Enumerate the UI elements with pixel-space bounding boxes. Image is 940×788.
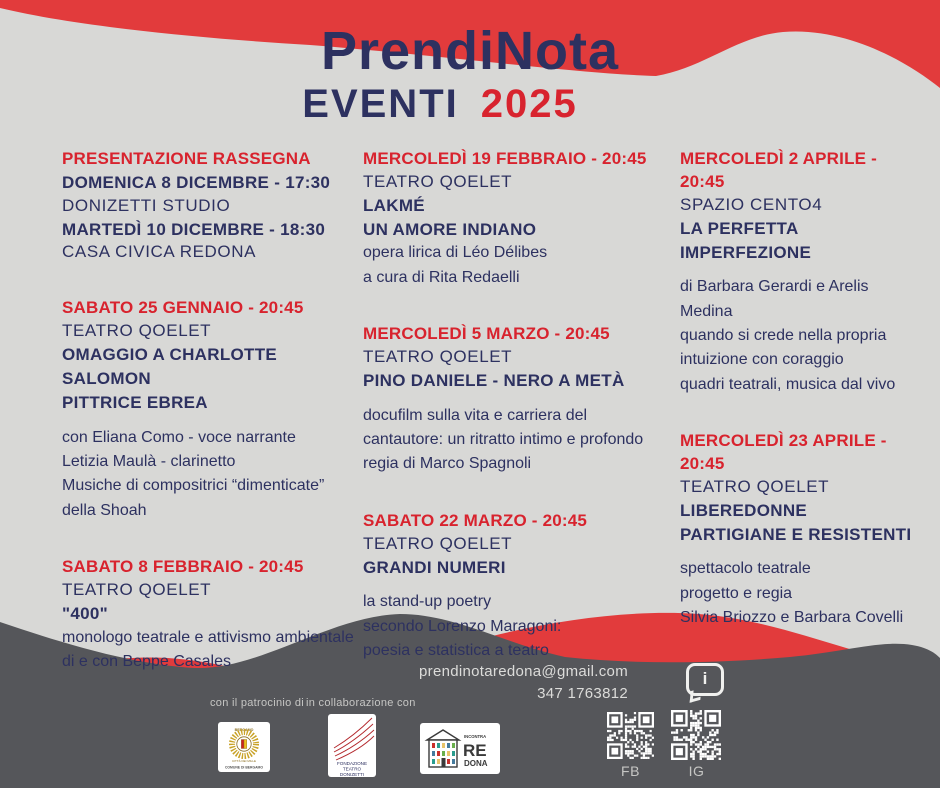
event-title: UN AMORE INDIANO bbox=[363, 219, 537, 239]
event-desc: Musiche di compositrici “dimenticate” della Shoah bbox=[62, 477, 325, 519]
event-title: PARTIGIANE E RESISTENTI bbox=[680, 524, 912, 544]
event-date: MERCOLEDÌ 2 APRILE - 20:45 bbox=[680, 149, 877, 191]
instagram-qr-label: IG bbox=[688, 763, 705, 779]
svg-text:TEATRO: TEATRO bbox=[342, 766, 362, 772]
svg-text:RE: RE bbox=[463, 741, 487, 760]
event-desc: Silvia Briozzo e Barbara Covelli bbox=[680, 609, 904, 626]
event-block bbox=[62, 297, 356, 523]
event-desc: opera lirica di Léo Délibes bbox=[363, 244, 548, 262]
page-subtitle bbox=[0, 82, 910, 127]
event-block bbox=[363, 323, 667, 477]
donizetti-curves-icon bbox=[328, 714, 376, 777]
event-desc: quando si crede nella propria intuizione con coraggio bbox=[680, 327, 887, 369]
event-venue: TEATRO QOELET bbox=[680, 476, 830, 496]
event-desc: a cura di Rita Redaelli bbox=[363, 268, 520, 286]
event-desc: di e con Beppe Casales bbox=[62, 652, 231, 670]
event-date: SABATO 8 FEBBRAIO - 20:45 bbox=[62, 556, 304, 576]
event-title: DOMENICA 8 DICEMBRE - 17:30 bbox=[62, 172, 331, 192]
event-venue: TEATRO QOELET bbox=[62, 321, 212, 341]
event-venue: TEATRO QOELET bbox=[363, 171, 513, 191]
event-desc: Letizia Maulà - clarinetto bbox=[62, 452, 236, 470]
event-block bbox=[680, 148, 920, 397]
contact-phone: 347 1763812 bbox=[537, 684, 628, 702]
comune-di-bergamo-logo bbox=[218, 722, 270, 772]
event-date: SABATO 25 GENNAIO - 20:45 bbox=[62, 298, 304, 318]
event-title: "400" bbox=[62, 603, 108, 623]
event-title: GRANDI NUMERI bbox=[363, 557, 506, 577]
facebook-qr-code bbox=[607, 712, 654, 759]
page-title: PrendiNota bbox=[320, 21, 620, 81]
events-column-3 bbox=[680, 148, 920, 663]
svg-text:CITTÀ DEI MILLE: CITTÀ DEI MILLE bbox=[231, 759, 257, 763]
event-desc: la stand-up poetry bbox=[363, 593, 492, 611]
subtitle-year: 2025 bbox=[480, 82, 578, 126]
event-desc: con Eliana Como - voce narrante bbox=[62, 428, 296, 446]
event-venue: DONIZETTI STUDIO bbox=[62, 195, 231, 215]
event-venue: SPAZIO CENTO4 bbox=[680, 194, 823, 214]
events-column-1 bbox=[62, 148, 356, 707]
contact-block bbox=[419, 661, 628, 705]
fondazione-teatro-donizetti-logo bbox=[328, 714, 376, 777]
facebook-qr-label: FB bbox=[621, 763, 640, 779]
event-venue: TEATRO QOELET bbox=[363, 533, 513, 553]
event-date: MERCOLEDÌ 23 APRILE - 20:45 bbox=[680, 430, 887, 473]
event-title: LAKMÉ bbox=[363, 195, 425, 215]
event-title: PITTRICE EBREA bbox=[62, 392, 208, 412]
svg-text:DONA: DONA bbox=[464, 759, 488, 768]
event-block bbox=[363, 510, 667, 664]
subtitle-word: EVENTI bbox=[302, 82, 459, 126]
event-desc: monologo teatrale e attivismo ambientale bbox=[62, 628, 354, 646]
svg-text:INCONTRA: INCONTRA bbox=[464, 734, 487, 739]
event-title: PINO DANIELE - NERO A METÀ bbox=[363, 370, 625, 390]
event-title: OMAGGIO A CHARLOTTE SALOMON bbox=[62, 345, 278, 389]
instagram-qr-code bbox=[671, 710, 721, 760]
svg-text:FONDAZIONE: FONDAZIONE bbox=[336, 761, 368, 766]
contact-email: prendinotaredona@gmail.com bbox=[419, 663, 628, 680]
event-desc: docufilm sulla vita e carriera del cantautore: un ritratto intimo e profondo bbox=[363, 406, 644, 449]
event-block bbox=[62, 556, 356, 674]
event-title: LA PERFETTA IMPERFEZIONE bbox=[680, 218, 812, 262]
event-desc: di Barbara Gerardi e Arelis Medina bbox=[680, 278, 869, 320]
event-desc: spettacolo teatrale bbox=[680, 560, 811, 578]
event-venue: TEATRO QOELET bbox=[363, 347, 513, 367]
event-title: LIBEREDONNE bbox=[680, 500, 808, 520]
event-block bbox=[363, 148, 667, 290]
bergamo-emblem-icon bbox=[218, 722, 270, 772]
event-date: MERCOLEDÌ 19 FEBBRAIO - 20:45 bbox=[363, 149, 647, 168]
event-date: PRESENTAZIONE RASSEGNA bbox=[62, 149, 311, 168]
events-column-2 bbox=[363, 148, 667, 696]
svg-text:COMUNE DI BERGAMO: COMUNE DI BERGAMO bbox=[224, 765, 264, 770]
incontra-redona-logo bbox=[420, 723, 500, 774]
svg-text:BERGAMO: BERGAMO bbox=[234, 728, 254, 732]
patronage-label: con il patrocinio di bbox=[210, 697, 305, 709]
event-date: MERCOLEDÌ 5 MARZO - 20:45 bbox=[363, 324, 610, 344]
event-block bbox=[680, 430, 920, 630]
event-date: SABATO 22 MARZO - 20:45 bbox=[363, 510, 588, 530]
event-desc: poesia e statistica a teatro bbox=[363, 642, 549, 659]
event-desc: regia di Marco Spagnoli bbox=[363, 455, 532, 473]
event-desc: progetto e regia bbox=[680, 584, 793, 602]
event-desc: quadri teatrali, musica dal vivo bbox=[680, 375, 896, 393]
svg-text:DONIZETTI: DONIZETTI bbox=[339, 772, 365, 777]
event-title: MARTEDÌ 10 DICEMBRE - 18:30 bbox=[62, 219, 326, 239]
collaboration-label: in collaborazione con bbox=[306, 697, 416, 709]
event-venue: TEATRO QOELET bbox=[62, 579, 212, 599]
info-bubble-icon: i bbox=[686, 663, 724, 696]
redona-building-icon bbox=[420, 723, 500, 774]
event-desc: secondo Lorenzo Maragoni: bbox=[363, 617, 562, 635]
event-block bbox=[62, 148, 356, 264]
event-venue: CASA CIVICA REDONA bbox=[62, 242, 257, 262]
